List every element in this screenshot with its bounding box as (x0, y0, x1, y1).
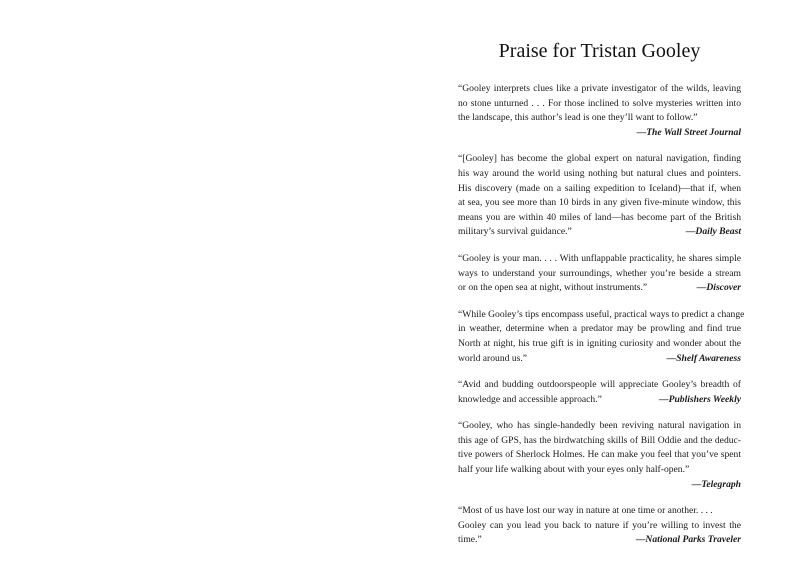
quote-publishers-weekly (458, 378, 741, 407)
quote-wsj (458, 82, 741, 140)
quote-last-line (458, 393, 741, 408)
quote-attribution: —The Wall Street Journal (636, 126, 741, 138)
quote-line: knowledge and accessible approach.” (458, 393, 602, 405)
quote-attribution: —Daily Beast (685, 226, 741, 238)
quote-line: “Gooley, who has single-handedly been reviving natural navigation in (458, 420, 741, 432)
quote-last-line (458, 533, 741, 548)
quote-line: “Avid and budding outdoorspeople will appreciate Gooley’s breadth of (458, 379, 741, 391)
quote-last-line (458, 281, 741, 296)
quote-line: or on the open sea at night, without instruments.” (458, 282, 648, 294)
quote-line: time.” (458, 534, 482, 546)
quote-line: military’s survival guidance.” (458, 226, 572, 238)
quote-line: world around us.” (458, 352, 528, 364)
quote-line: tive powers of Sherlock Holmes. He can make you feel that you’ve spent (458, 449, 741, 461)
quote-line: no stone unturned . . . For those inclined to solve mysteries written into (458, 97, 741, 109)
quote-attribution: —Shelf Awareness (666, 352, 741, 364)
quote-line: North at night, his true gift is in igniting curiosity and wonder about the (458, 337, 741, 349)
quote-line: Gooley can you lead you back to nature if you’re willing to invest the (458, 519, 741, 531)
quote-line: “Gooley interprets clues like a private investigator of the wilds, leaving (458, 83, 741, 94)
quote-national-parks-traveler (458, 504, 741, 548)
quote-line: half your life walking about with your eyes only half-open.” (458, 464, 690, 476)
page-title: Praise for Tristan Gooley (498, 40, 701, 62)
quote-line: in weather, determine when a predator may be prowling and find true (458, 323, 741, 335)
quote-attribution: —National Parks Traveler (635, 534, 741, 546)
quote-last-line (458, 225, 741, 240)
quote-daily-beast (458, 152, 741, 240)
quote-line: at sea, you see more than 10 birds in any given five-minute window, this (458, 197, 741, 209)
quote-line: “Most of us have lost our way in nature at one time or another. . . . (458, 505, 713, 517)
quote-attribution: —Discover (696, 282, 741, 294)
quote-discover (458, 252, 741, 296)
quote-telegraph (458, 419, 741, 492)
quote-line: means you are within 40 miles of land—has become part of the British (458, 211, 741, 223)
quote-line: this age of GPS, has the birdwatching skills of Bill Oddie and the deduc- (458, 434, 741, 446)
praise-quotes (458, 82, 745, 560)
quote-line: the landscape, this author’s lead is one they’ll want to follow.” (458, 112, 698, 124)
quote-last-line (458, 352, 741, 367)
quote-shelf-awareness (458, 308, 745, 366)
quote-line: ways to understand your surroundings, whether you’re beside a stream (458, 267, 741, 279)
quote-line: his way around the world using nothing but natural clues and pointers. (458, 167, 741, 179)
quote-line: “Gooley is your man. . . . With unflappable practicality, he shares simple (458, 252, 741, 264)
quote-line: “While Gooley’s tips encompass useful, practical ways to predict a change (458, 308, 745, 320)
quote-attribution: —Telegraph (691, 478, 741, 490)
quote-attribution: —Publishers Weekly (659, 393, 741, 405)
quote-line: His discovery (made on a sailing expedition to Iceland)—that if, when (458, 182, 741, 194)
quote-line: “[Gooley] has become the global expert on natural navigation, finding (458, 153, 741, 165)
